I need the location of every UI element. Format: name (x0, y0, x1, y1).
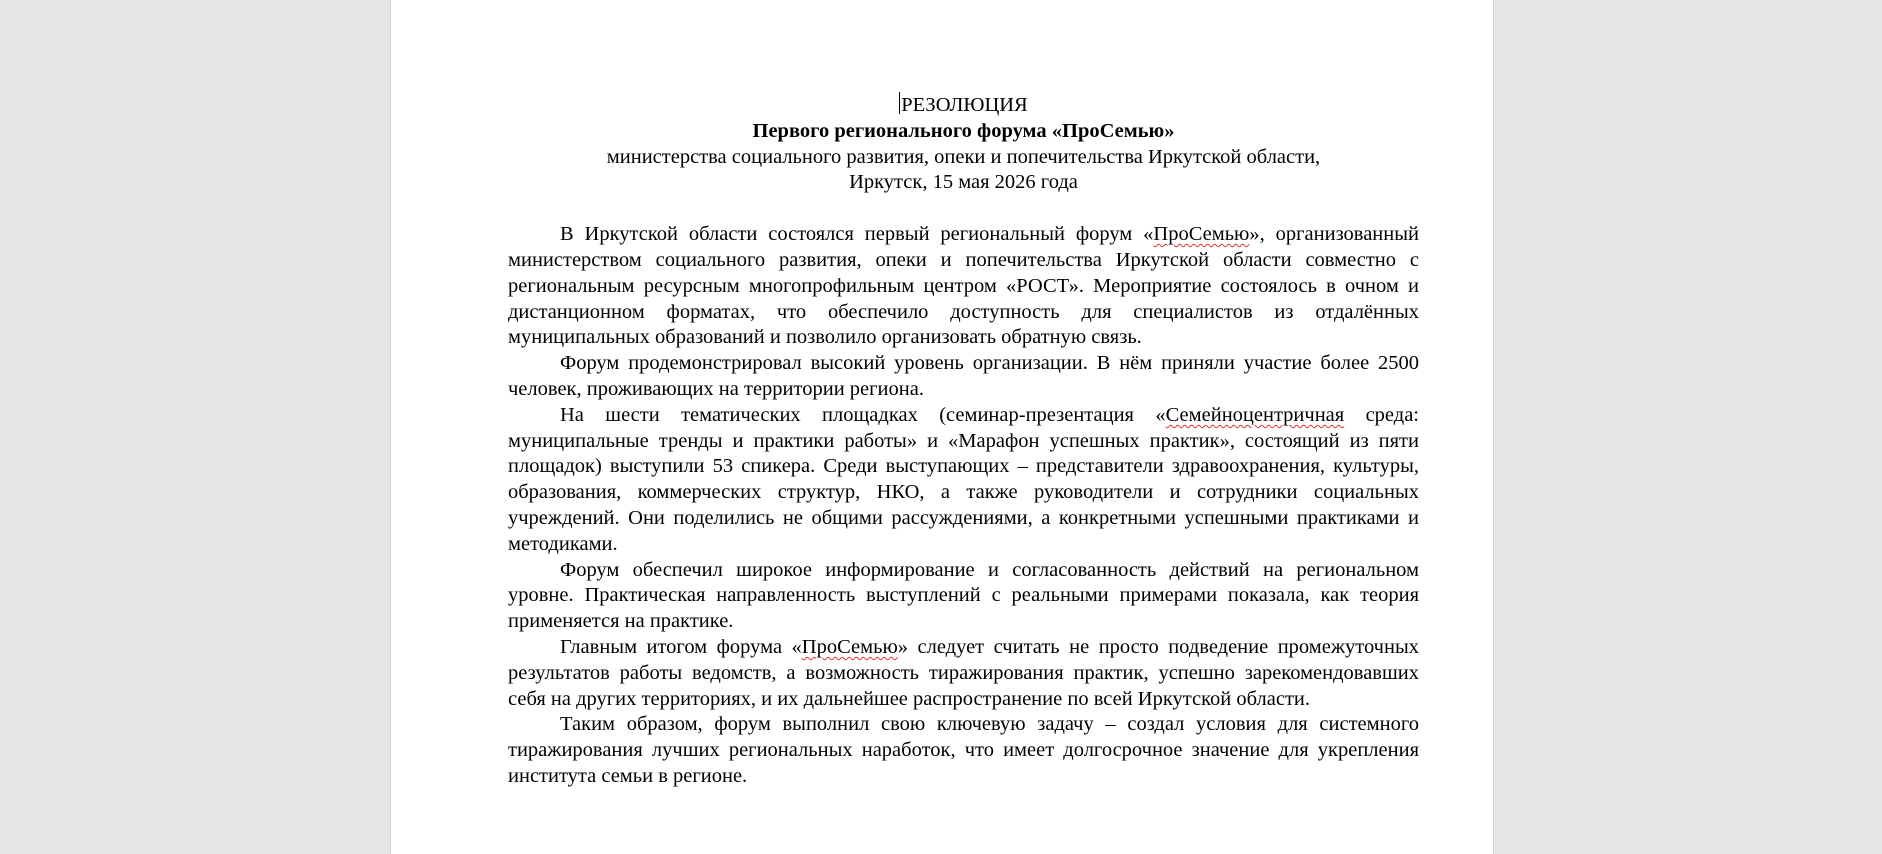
paragraph-1-end: », организованный министерством социального развития, опеки и попечительства Иркутской области совместно с региональным ресурсным многопрофильным центром «РОСТ». Мероприятие состоялось в очном и дистанционном форматах, что обеспечило доступность для специалистов из отдалённых муниципальных образований и позволило организовать обратную связь. (508, 223, 1419, 349)
paragraph-3-start: На шести тематических площадках (семинар-презентация « (560, 403, 1166, 426)
document-organization: министерства социального развития, опеки и попечительства Иркутской области, (606, 145, 1321, 168)
paragraph-2: Форум продемонстрировал высокий уровень организации. В нём приняли участие более 2500 человек, проживающих на территории региона. (508, 352, 1419, 400)
paragraph-5-end: » следует считать не просто подведение промежуточных результатов работы ведомств, а возможность тиражирования практик, успешно зарекомендовавших себя на других территориях, и их дальнейшее распространение по всей Иркутской области. (508, 635, 1419, 710)
paragraph-4: Форум обеспечил широкое информирование и согласованность действий на региональном уровне. Практическая направленность выступлений с реальными примерами показала, как теория применяется на практике. (508, 558, 1419, 633)
paragraph-1 (508, 222, 1419, 351)
paragraph-1-start: В Иркутской области состоялся первый региональный форум « (560, 223, 1154, 246)
document-subtitle: Первого регионального форума «ПроСемью» (752, 119, 1175, 142)
empty-line (508, 196, 1419, 222)
spellcheck-word[interactable]: ПроСемью (1153, 223, 1250, 246)
document-place-date: Иркутск, 15 мая 2026 года (849, 171, 1078, 194)
paragraph-5 (508, 635, 1419, 712)
document-body[interactable] (508, 92, 1419, 790)
spellcheck-word[interactable]: ПроСемью (801, 635, 898, 658)
document-title (508, 92, 1419, 119)
paragraph-5-start: Главным итогом форума « (560, 635, 802, 658)
document-page[interactable] (390, 0, 1494, 854)
paragraph-3-end: среда: муниципальные тренды и практики работы» и «Марафон успешных практик», состоящий из пяти площадок) выступили 53 спикера. Среди выступающих – представители здравоохранения, культуры, образования, коммерческих структур, НКО, а также руководители и сотрудники социальных учреждений. Они поделились не общими рассуждениями, а конкретными успешными практиками и методиками. (508, 403, 1419, 555)
paragraph-3 (508, 403, 1419, 558)
spellcheck-word[interactable]: Семейноцентричная (1165, 403, 1345, 426)
paragraph-6: Таким образом, форум выполнил свою ключевую задачу – создал условия для системного тиражирования лучших региональных наработок, что имеет долгосрочное значение для укрепления института семьи в регионе. (508, 713, 1419, 787)
document-title-text: РЕЗОЛЮЦИЯ (901, 94, 1028, 116)
